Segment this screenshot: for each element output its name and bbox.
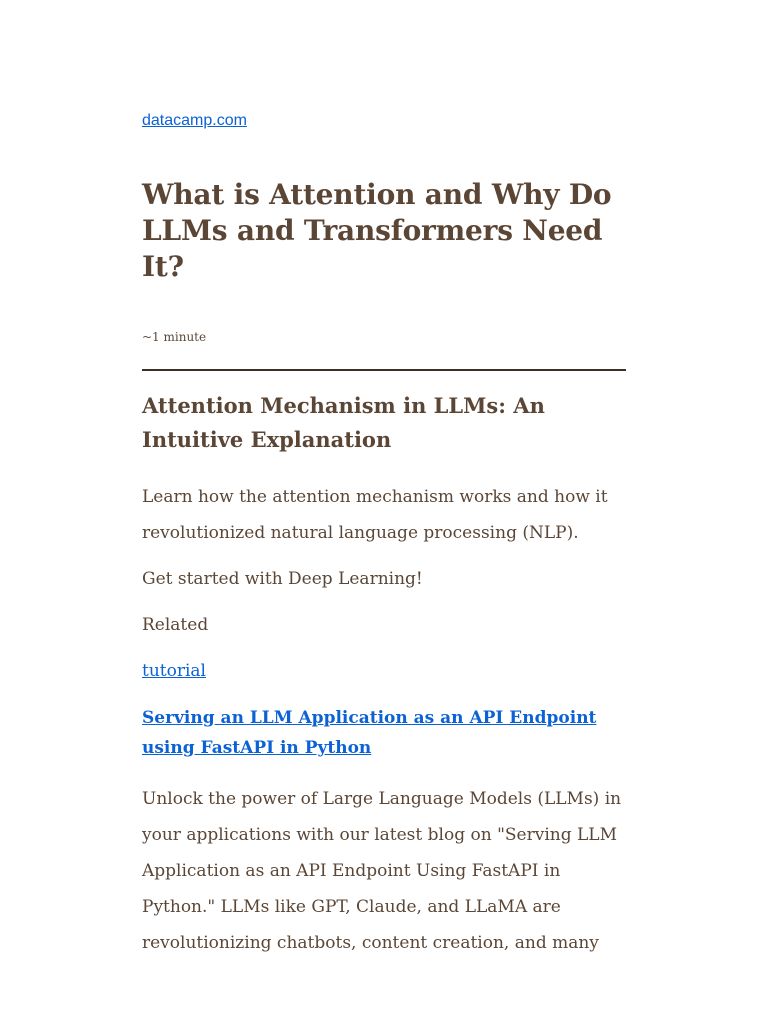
source-domain-link[interactable]: datacamp.com [142, 112, 247, 129]
related-summary: Unlock the power of Large Language Models (LLMs) in your applications with our latest blog on "Serving LLM Application as an API Endpoint Using FastAPI in Python." LLMs like GPT, Claude, and LLaMA are revolutionizing chatbots, content creation, and many [142, 789, 622, 953]
related-tag-link[interactable]: tutorial [142, 661, 206, 681]
article-title: What is Attention and Why Do LLMs and Transformers Need It? [142, 178, 612, 283]
divider [142, 369, 626, 371]
article-content [142, 108, 626, 961]
related-article-link[interactable]: Serving an LLM Application as an API Endpoint using FastAPI in Python [142, 708, 597, 758]
article-description: Learn how the attention mechanism works and how it revolutionized natural language processing (NLP). [142, 487, 608, 543]
cta-text: Get started with Deep Learning! [142, 569, 423, 589]
article-subtitle: Attention Mechanism in LLMs: An Intuitive Explanation [142, 393, 545, 452]
reading-time: ~1 minute [142, 330, 207, 344]
related-label: Related [142, 615, 209, 635]
